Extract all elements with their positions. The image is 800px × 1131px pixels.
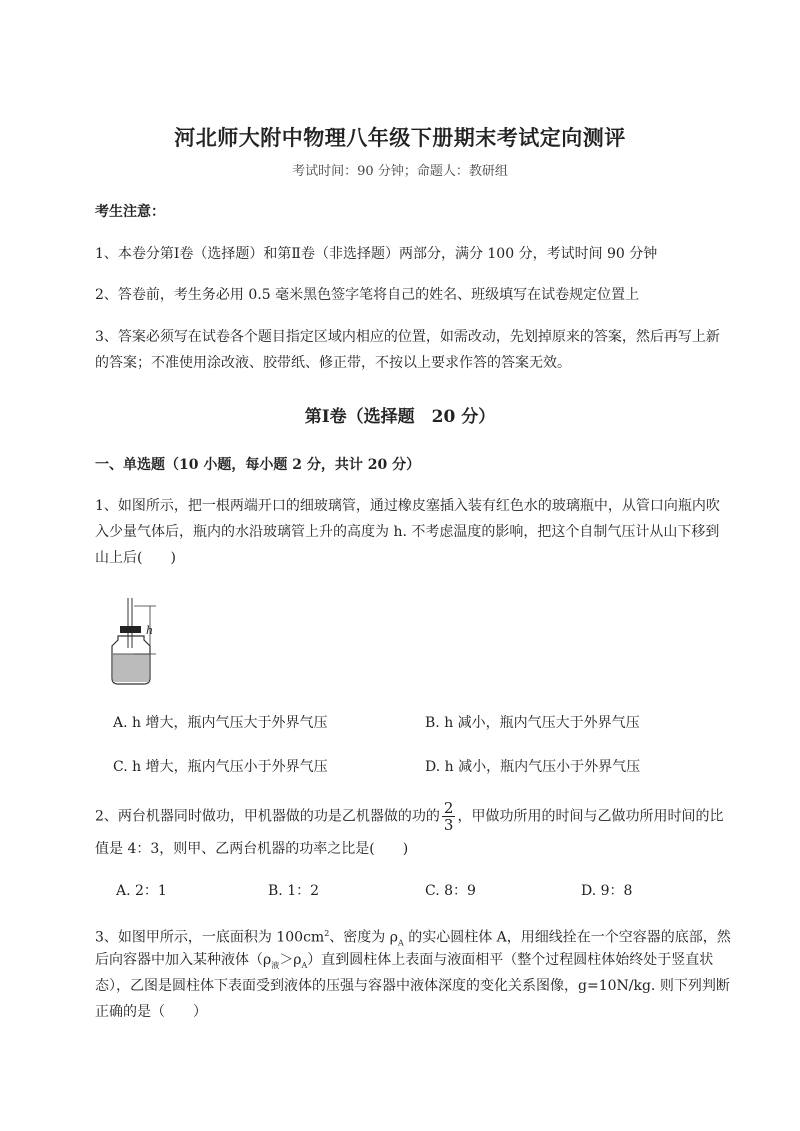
q1-option-d[interactable]: D. h 减小，瓶内气压小于外界气压 [425,759,641,775]
q3-line-3: 态），乙图是圆柱体下表面受到液体的压强与容器中液体深度的变化关系图像，g=10N/kg. 则下列判断 [95,978,730,994]
q3-l2-sub1: 液 [271,960,280,970]
q2-fraction [442,800,456,833]
q1-line-3: 山上后( ) [95,550,176,566]
section-title: 第Ⅰ卷（选择题 20 分） [304,407,496,427]
q2-option-c[interactable]: C. 8：9 [425,883,476,899]
notice-item-3-cont: 的答案；不准使用涂改液、胶带纸、修正带，不按以上要求作答的答案无效。 [95,355,571,371]
q1-option-b[interactable]: B. h 减小，瓶内气压大于外界气压 [425,715,640,731]
barometer-figure [108,596,168,688]
q2-option-b[interactable]: B. 1：2 [268,883,320,899]
notice-heading: 考生注意： [95,204,165,220]
notice-item-1: 1、本卷分第Ⅰ卷（选择题）和第Ⅱ卷（非选择题）两部分，满分 100 分，考试时间 90 分钟 [95,246,658,262]
q3-l1-sup: 2 [324,929,330,938]
q2-frac-den: 3 [443,816,454,834]
part-heading: 一、单选题（10 小题，每小题 2 分，共计 20 分） [95,457,421,473]
q2-frac-num: 2 [443,799,454,817]
page-subtitle: 考试时间：90 分钟；命题人：教研组 [292,164,508,179]
q2-line-2: 值是 4：3，则甲、乙两台机器的功率之比是( ) [95,841,409,857]
q1-line-2: 入少量气体后，瓶内的水沿玻璃管上升的高度为 h. 不考虑温度的影响，把这个自制气压计从山下移到 [95,524,720,540]
q3-l2-sub2: A [301,960,308,970]
q2-option-a[interactable]: A. 2：1 [116,883,167,899]
q2-line-1 [95,800,723,833]
page-title: 河北师大附中物理八年级下册期末考试定向测评 [174,125,626,150]
q1-option-a[interactable]: A. h 增大，瓶内气压大于外界气压 [113,715,328,731]
q3-l1-b: 、密度为 ρ [329,929,398,946]
q3-l2-c: ）直到圆柱体上表面与液面相平（整个过程圆柱体始终处于竖直状 [307,952,714,968]
q3-l1-a: 3、如图甲所示，一底面积为 100cm [95,929,325,946]
q3-l1-sub: A [397,938,404,948]
notice-item-3: 3、答案必须写在试卷各个题目指定区域内相应的位置，如需改动，先划掉原来的答案，然后再写上新 [95,329,720,345]
q3-l2-a: 后向容器中加入某种液体（ρ [95,952,272,968]
q3-l2-b: ＞ρ [279,952,302,968]
q3-line-4: 正确的是（ ） [95,1004,207,1020]
q3-l1-c: 的实心圆柱体 A，用细线拴在一个空容器的底部，然 [403,929,731,946]
notice-item-2: 2、答卷前，考生务必用 0.5 毫米黑色签字笔将自己的姓名、班级填写在试卷规定位置上 [95,287,640,303]
q2-text-before: 2、两台机器同时做功，甲机器做的功是乙机器做的功的 [95,808,440,825]
q2-text-after: ，甲做功所用的时间与乙做功所用时间的比 [457,808,724,825]
q1-option-c[interactable]: C. h 增大，瓶内气压小于外界气压 [113,759,328,775]
q1-line-1: 1、如图所示，把一根两端开口的细玻璃管，通过橡皮塞插入装有红色水的玻璃瓶中，从管口向瓶内吹 [95,498,720,514]
q2-option-d[interactable]: D. 9：8 [581,883,633,899]
figure-h-label: h [146,624,154,637]
